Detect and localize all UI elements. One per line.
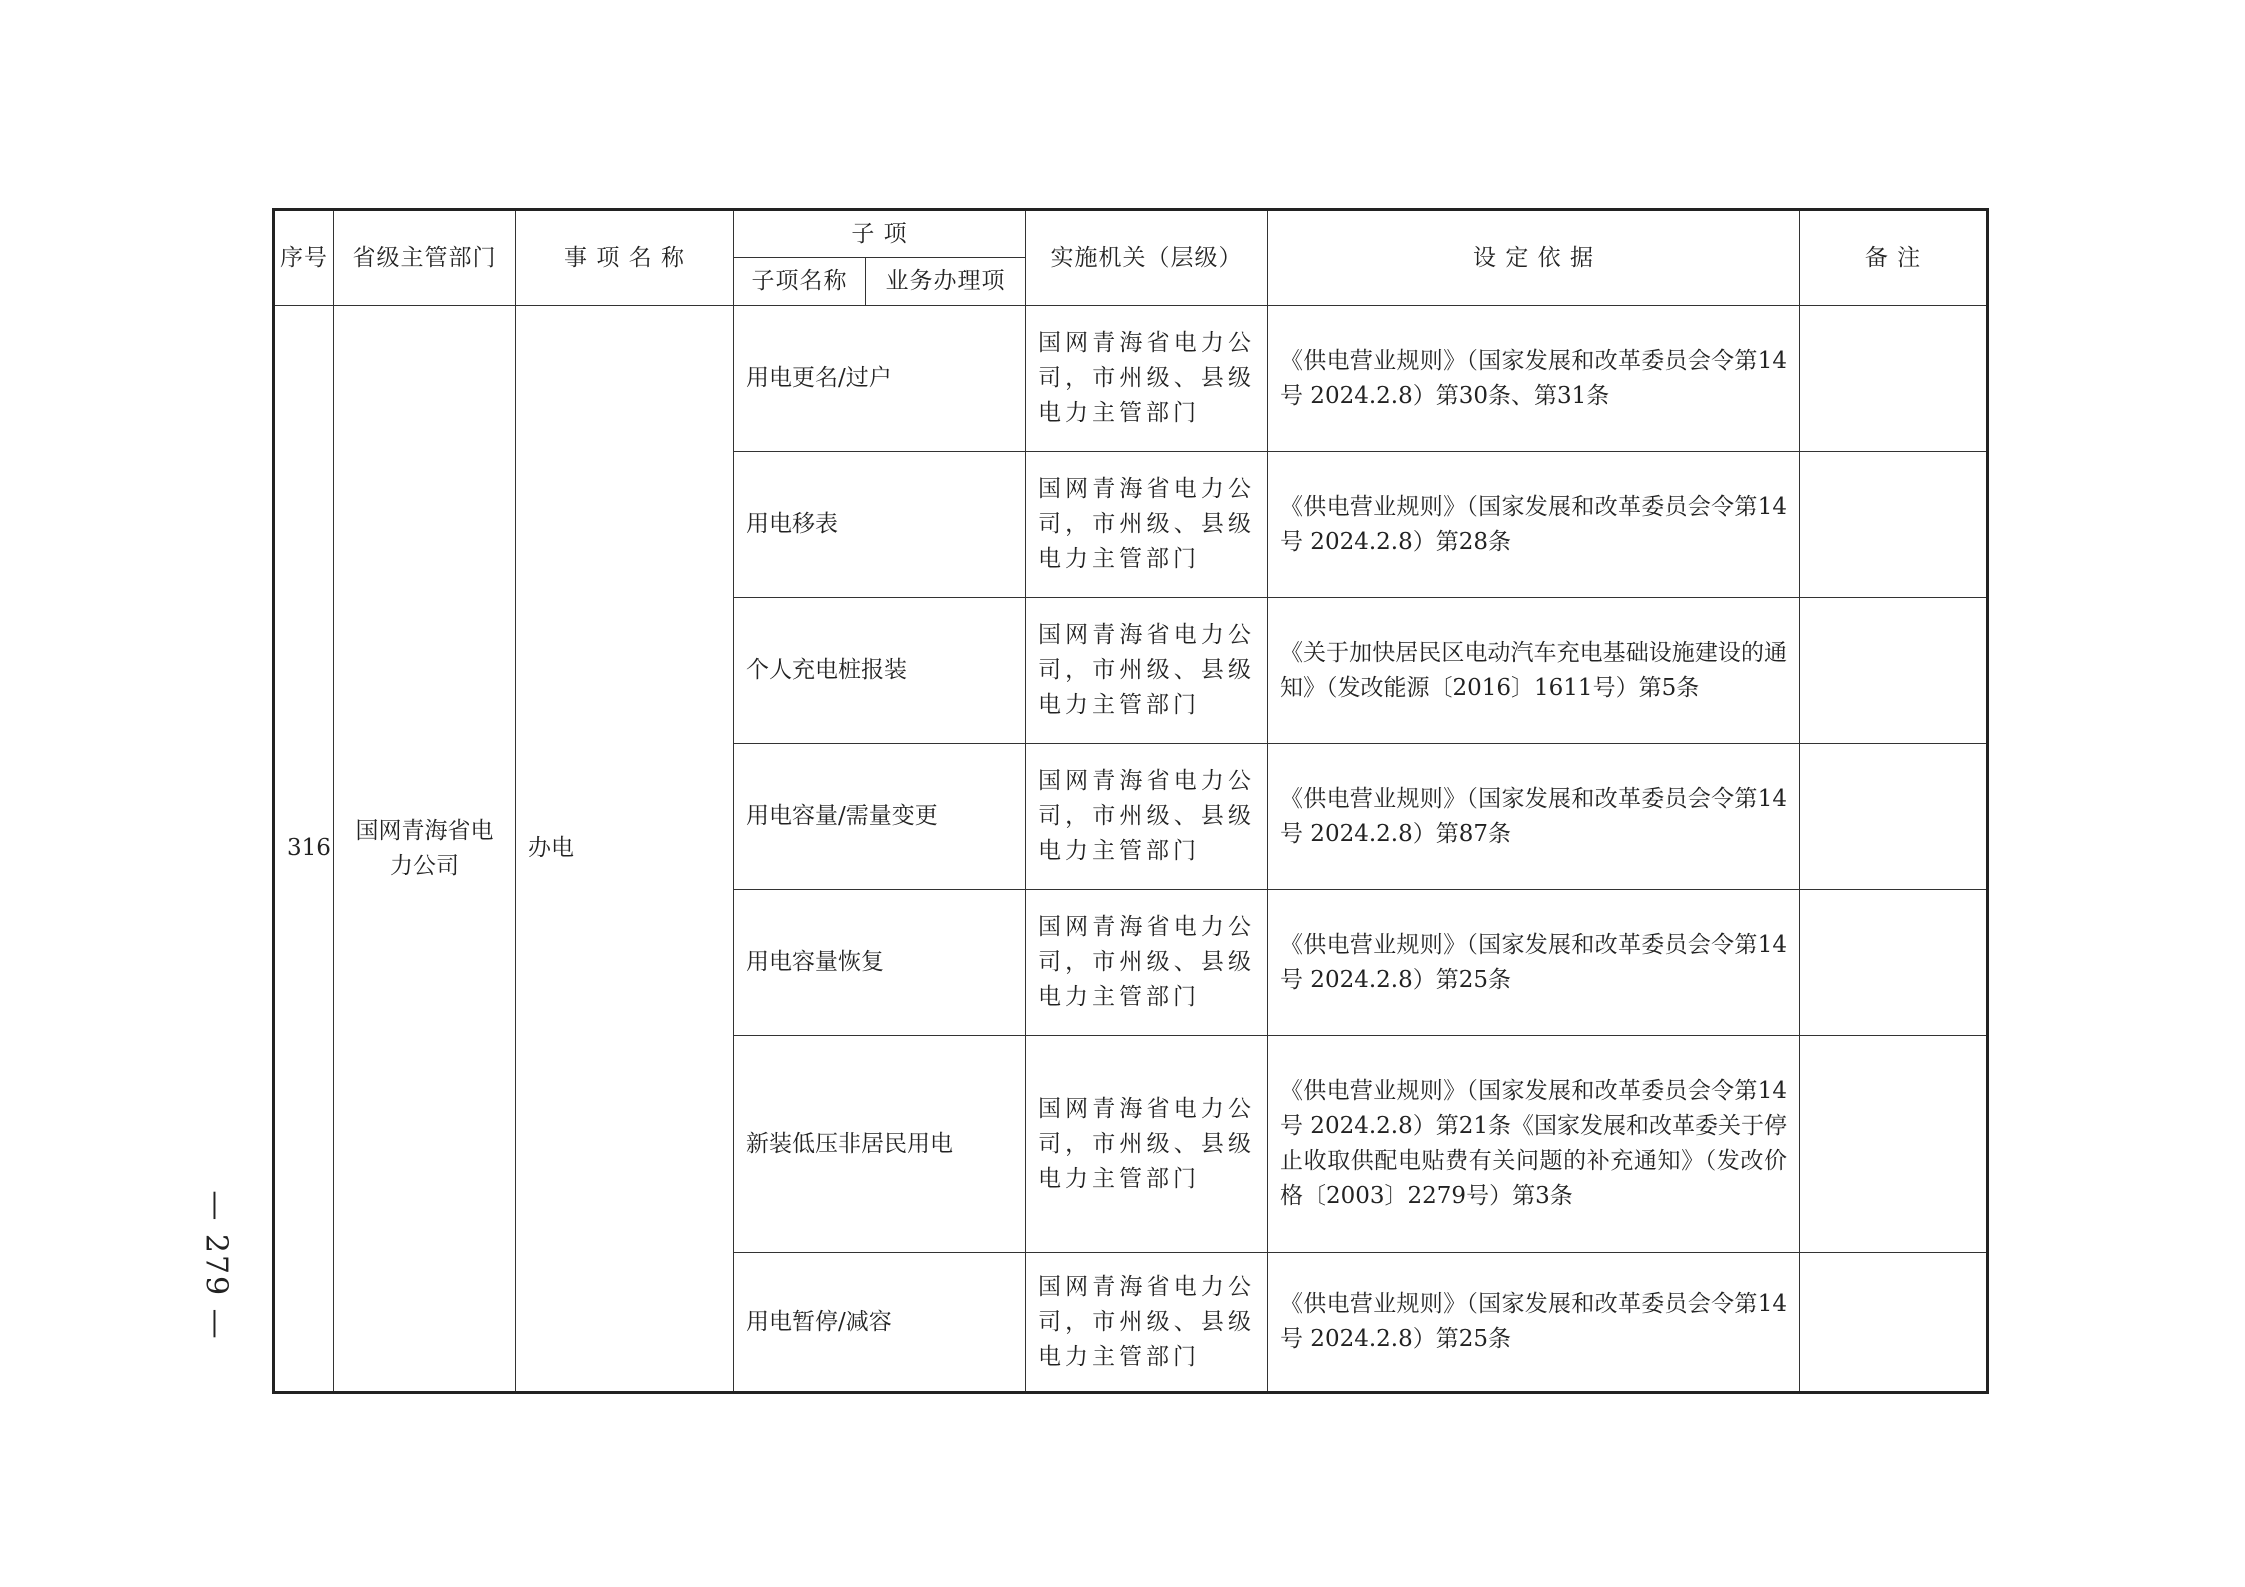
sub-item-name: 个人充电桩报装 — [734, 598, 1026, 744]
header-sub-business: 业务办理项 — [866, 258, 1026, 306]
table-body — [274, 306, 1988, 1393]
agency-cell: 国网青海省电力公司，市州级、县级电力主管部门 — [1026, 306, 1268, 452]
table-row — [274, 306, 1988, 452]
basis-cell: 《关于加快居民区电动汽车充电基础设施建设的通知》（发改能源〔2016〕1611号）第5条 — [1268, 598, 1800, 744]
sub-item-name: 用电容量恢复 — [734, 890, 1026, 1036]
note-cell — [1800, 1253, 1988, 1393]
basis-cell: 《供电营业规则》（国家发展和改革委员会令第14号 2024.2.8）第28条 — [1268, 452, 1800, 598]
header-row-1 — [274, 210, 1988, 258]
header-note: 备 注 — [1800, 210, 1988, 306]
service-items-table — [272, 208, 1989, 1394]
sub-item-name: 新装低压非居民用电 — [734, 1036, 1026, 1253]
header-sub-name: 子项名称 — [734, 258, 866, 306]
record-dept: 国网青海省电力公司 — [334, 306, 516, 1393]
note-cell — [1800, 306, 1988, 452]
header-dept: 省级主管部门 — [334, 210, 516, 306]
header-basis: 设 定 依 据 — [1268, 210, 1800, 306]
agency-cell: 国网青海省电力公司，市州级、县级电力主管部门 — [1026, 1253, 1268, 1393]
agency-cell: 国网青海省电力公司，市州级、县级电力主管部门 — [1026, 1036, 1268, 1253]
agency-cell: 国网青海省电力公司，市州级、县级电力主管部门 — [1026, 452, 1268, 598]
sub-item-name: 用电更名/过户 — [734, 306, 1026, 452]
basis-cell: 《供电营业规则》（国家发展和改革委员会令第14号 2024.2.8）第21条《国家发展和改革委关于停止收取供配电贴费有关问题的补充通知》（发改价格〔2003〕2279号）第3条 — [1268, 1036, 1800, 1253]
header-sub-group: 子 项 — [734, 210, 1026, 258]
note-cell — [1800, 598, 1988, 744]
note-cell — [1800, 1036, 1988, 1253]
record-seq: 316 — [274, 306, 334, 1393]
service-items-table-wrap — [272, 208, 1986, 1387]
basis-cell: 《供电营业规则》（国家发展和改革委员会令第14号 2024.2.8）第25条 — [1268, 1253, 1800, 1393]
header-item-name: 事 项 名 称 — [516, 210, 734, 306]
basis-cell: 《供电营业规则》（国家发展和改革委员会令第14号 2024.2.8）第87条 — [1268, 744, 1800, 890]
agency-cell: 国网青海省电力公司，市州级、县级电力主管部门 — [1026, 598, 1268, 744]
agency-cell: 国网青海省电力公司，市州级、县级电力主管部门 — [1026, 744, 1268, 890]
note-cell — [1800, 744, 1988, 890]
note-cell — [1800, 452, 1988, 598]
note-cell — [1800, 890, 1988, 1036]
header-seq: 序号 — [274, 210, 334, 306]
sub-item-name: 用电容量/需量变更 — [734, 744, 1026, 890]
basis-cell: 《供电营业规则》（国家发展和改革委员会令第14号 2024.2.8）第30条、第31条 — [1268, 306, 1800, 452]
sub-item-name: 用电移表 — [734, 452, 1026, 598]
page-number — [196, 1180, 236, 1350]
header-agency: 实施机关（层级） — [1026, 210, 1268, 306]
record-item-name: 办电 — [516, 306, 734, 1393]
page-number-text: — 279 — — [198, 1189, 234, 1341]
agency-cell: 国网青海省电力公司，市州级、县级电力主管部门 — [1026, 890, 1268, 1036]
table-header — [274, 210, 1988, 306]
basis-cell: 《供电营业规则》（国家发展和改革委员会令第14号 2024.2.8）第25条 — [1268, 890, 1800, 1036]
sub-item-name: 用电暂停/减容 — [734, 1253, 1026, 1393]
